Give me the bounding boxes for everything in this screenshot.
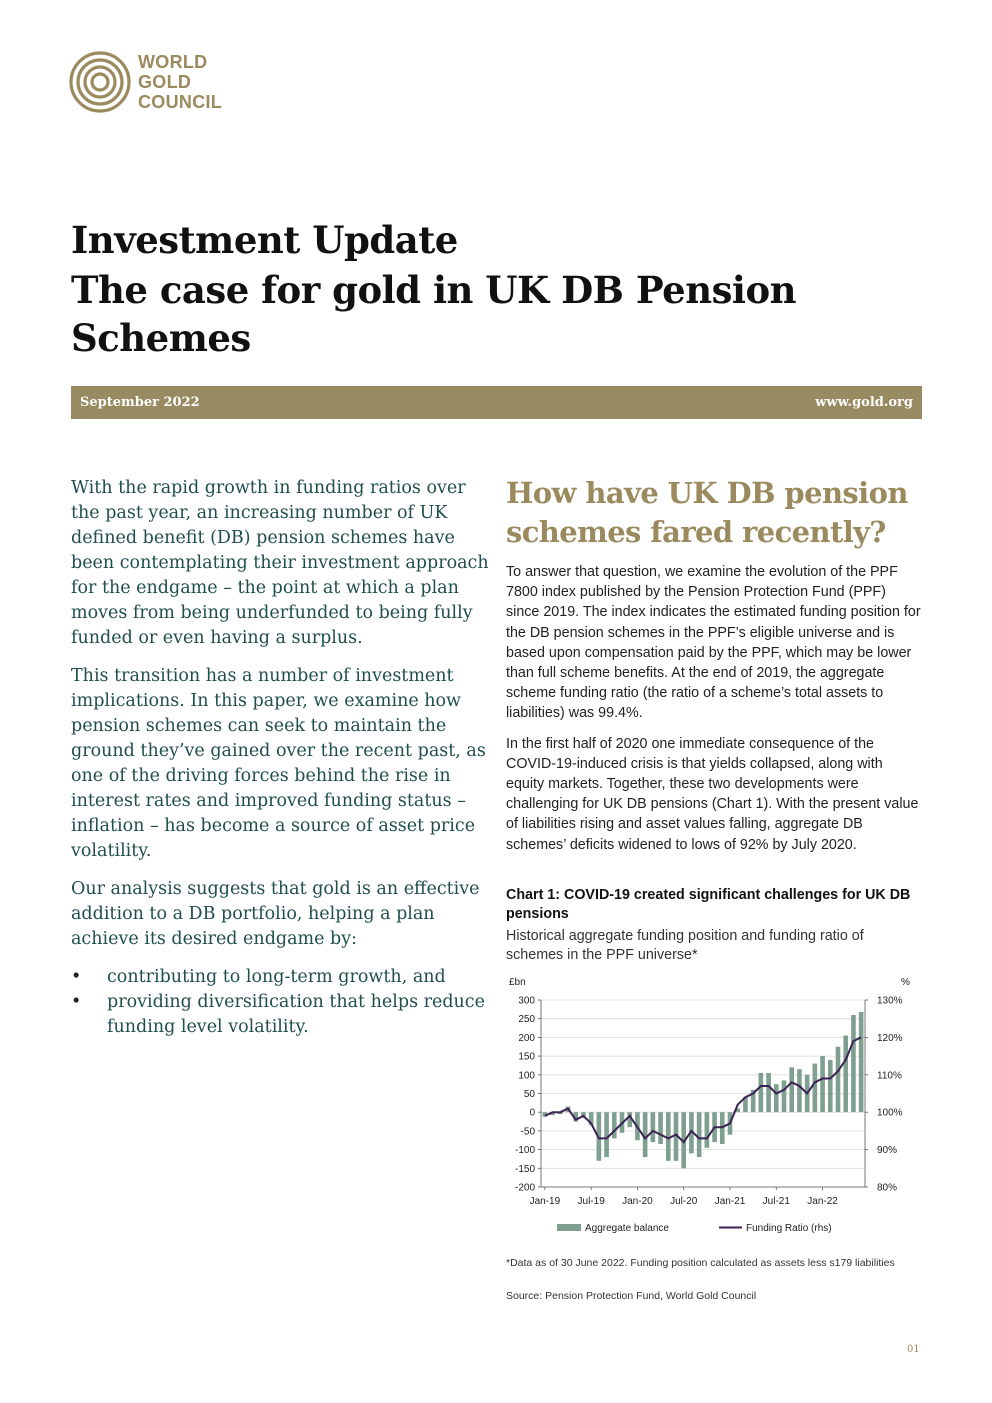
y-left-tick-label: 150: [518, 1051, 535, 1063]
y-left-tick-label: 100: [518, 1070, 535, 1082]
chart-bars: [543, 1012, 864, 1168]
bar: [836, 1047, 841, 1112]
list-item: [71, 965, 491, 990]
list-item-text: contributing to long-term growth, and: [107, 967, 446, 987]
bar: [697, 1112, 702, 1157]
bullet-icon: •: [71, 967, 82, 987]
bar: [766, 1073, 771, 1112]
y-right-tick-label: 130%: [877, 995, 903, 1007]
y-left-tick-label: -100: [514, 1145, 535, 1157]
y-left-tick-label: 200: [518, 1032, 535, 1044]
bar: [782, 1080, 787, 1112]
logo-line-2: GOLD: [138, 72, 192, 92]
y-left-tick-label: 0: [529, 1107, 535, 1119]
page-number: 01: [907, 1344, 920, 1355]
x-tick-label: Jan-20: [622, 1196, 653, 1207]
logo-line-3: COUNCIL: [138, 92, 223, 112]
bar: [813, 1064, 818, 1113]
bar: [859, 1012, 864, 1112]
bar: [651, 1112, 656, 1142]
bar: [828, 1060, 833, 1112]
y-left-tick-label: 300: [518, 995, 535, 1007]
document-subtitle: The case for gold in UK DB Pension Schemes: [71, 268, 797, 360]
website-link[interactable]: www.gold.org: [815, 395, 913, 410]
intro-paragraph: With the rapid growth in funding ratios over the past year, an increasing number of UK defined benefit (DB) pension schemes have been contemplating their investment approach for the endgame – the point at which a plan moves from being underfunded to being fully funded or even having a surplus.: [71, 478, 489, 648]
funding-chart: [500, 970, 920, 1245]
y-right-tick-label: 100%: [877, 1107, 903, 1119]
chart-source: Source: Pension Protection Fund, World Gold Council: [506, 1290, 757, 1302]
chart-axes: [509, 977, 910, 1207]
bar: [843, 1036, 848, 1113]
x-tick-label: Jan-19: [529, 1196, 561, 1207]
world-gold-council-logo: [68, 50, 132, 114]
y-left-tick-label: -50: [520, 1126, 535, 1138]
x-tick-label: Jul-21: [762, 1196, 790, 1207]
y-right-tick-label: 120%: [877, 1032, 903, 1044]
chart-subtitle: Historical aggregate funding position and funding ratio of schemes in the PPF universe*: [506, 928, 864, 963]
x-tick-label: Jul-20: [670, 1196, 698, 1207]
bar: [774, 1084, 779, 1112]
y-left-tick-label: 50: [523, 1089, 535, 1100]
benefits-list: [71, 965, 491, 1040]
y-right-tick-label: 110%: [877, 1070, 902, 1082]
y-left-tick-label: -200: [514, 1182, 535, 1194]
intro-column: [71, 476, 491, 1040]
body-paragraph: To answer that question, we examine the evolution of the PPF 7800 index published by the Pension Protection Fund (PPF) since 2019. The index indicates the estimated funding position for the DB pension schemes in the PPF’s eligible universe and is based upon compensation paid by the PPF, which may be lower than full scheme benefits. At the end of 2019, the aggregate scheme funding ratio (the ratio of a scheme’s total assets to liabilities) was 99.4%.: [506, 564, 921, 722]
x-tick-label: Jul-19: [577, 1196, 605, 1207]
bar: [789, 1067, 794, 1112]
list-item: [71, 990, 491, 1040]
logo-wordmark: [138, 52, 248, 112]
bar: [604, 1112, 609, 1157]
chart-title: Chart 1: COVID-19 created significant challenges for UK DB pensions: [506, 887, 911, 922]
bullet-icon: •: [71, 992, 82, 1012]
bar: [759, 1073, 764, 1112]
y-left-unit: £bn: [509, 977, 526, 988]
y-left-tick-label: 250: [518, 1014, 535, 1026]
x-tick-label: Jan-21: [714, 1196, 746, 1207]
bar: [851, 1015, 856, 1112]
list-item-text: providing diversification that helps reduce funding level volatility.: [107, 992, 485, 1037]
intro-paragraph: Our analysis suggests that gold is an effective addition to a DB portfolio, helping a plan achieve its desired endgame by:: [71, 879, 480, 949]
analysis-column: [506, 474, 922, 855]
logo-line-1: WORLD: [138, 52, 208, 72]
body-paragraph: In the first half of 2020 one immediate consequence of the COVID-19-induced crisis is that yields collapsed, along with equity markets. Together, these two developments were challenging for UK DB pensions (Chart 1). With the present value of liabilities rising and asset values falling, aggregate DB schemes’ deficits widened to lows of 92% by July 2020.: [506, 735, 919, 853]
y-left-tick-label: -150: [514, 1163, 535, 1175]
x-tick-label: Jan-22: [807, 1196, 838, 1207]
legend-swatch-bar: [557, 1224, 581, 1231]
bar: [820, 1056, 825, 1112]
legend-label: Aggregate balance: [585, 1223, 669, 1234]
document-title: Investment Update: [71, 218, 458, 262]
bar: [612, 1112, 617, 1138]
chart-footnote: *Data as of 30 June 2022. Funding position calculated as assets less s179 liabilities: [506, 1257, 895, 1269]
date-band: [71, 386, 922, 419]
y-right-unit: %: [901, 977, 910, 988]
intro-paragraph: This transition has a number of investment implications. In this paper, we examine how pension schemes can seek to maintain the ground they’ve gained over the recent past, as one of the driving forces behind the rise in interest rates and improved funding status – inflation – has become a source of asset price volatility.: [71, 666, 486, 861]
publication-date: September 2022: [80, 395, 200, 410]
bar: [797, 1069, 802, 1112]
section-heading: How have UK DB pension schemes fared recently?: [506, 476, 908, 549]
chart-legend: [557, 1223, 832, 1234]
y-right-tick-label: 80%: [877, 1182, 898, 1194]
bar: [658, 1112, 663, 1144]
bar: [705, 1112, 710, 1148]
y-right-tick-label: 90%: [877, 1145, 898, 1157]
legend-label: Funding Ratio (rhs): [746, 1223, 832, 1234]
